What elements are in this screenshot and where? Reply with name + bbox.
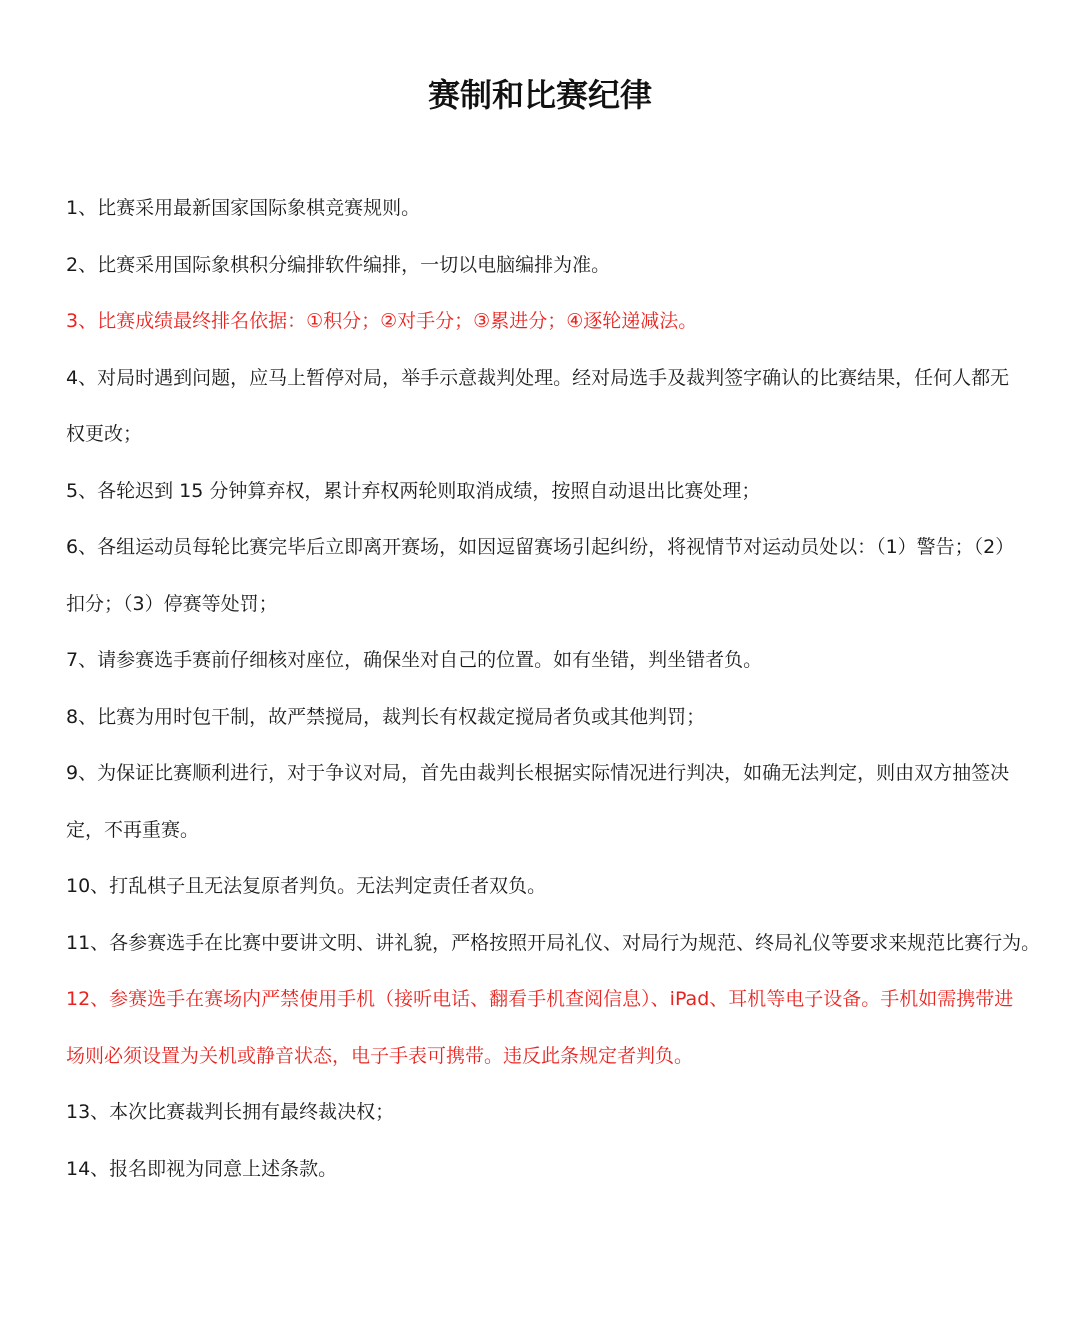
rule-text-line: 场则必须设置为关机或静音状态，电子手表可携带。违反此条规定者判负。 [66, 1044, 694, 1067]
rule-text-line: 11、各参赛选手在比赛中要讲文明、讲礼貌，严格按照开局礼仪、对局行为规范、终局礼仪等要求来规范比赛行为。 [66, 931, 1041, 954]
rule-text-line: 5、各轮迟到 15 分钟算弃权，累计弃权两轮则取消成绩，按照自动退出比赛处理； [66, 479, 761, 502]
rule-text-line: 9、为保证比赛顺利进行，对于争议对局，首先由裁判长根据实际情况进行判决，如确无法判定，则由双方抽签决 [66, 762, 1010, 784]
rule-text-line: 12、参赛选手在赛场内严禁使用手机（接听电话、翻看手机查阅信息）、iPad、耳机等电子设备。手机如需携带进 [66, 988, 1014, 1010]
rule-item [66, 180, 1026, 237]
rule-item [66, 689, 1026, 746]
rule-text-line: 3、比赛成绩最终排名依据：①积分；②对手分；③累进分；④逐轮递减法。 [66, 310, 698, 332]
rule-text-line: 8、比赛为用时包干制，故严禁搅局，裁判长有权裁定搅局者负或其他判罚； [66, 705, 706, 728]
rule-item [66, 1084, 1026, 1141]
rule-item [66, 915, 1041, 972]
rule-text-line: 13、本次比赛裁判长拥有最终裁决权； [66, 1101, 395, 1123]
rule-item [66, 293, 1026, 350]
page-title: 赛制和比赛纪律 [427, 76, 652, 114]
rules-list [66, 180, 1041, 1197]
rule-text-line: 4、对局时遇到问题，应马上暂停对局，举手示意裁判处理。经对局选手及裁判签字确认的比赛结果，任何人都无 [66, 366, 1010, 389]
rule-item [66, 858, 1026, 915]
rule-text-line: 定，不再重赛。 [66, 818, 200, 841]
rule-item [66, 350, 1026, 463]
rule-text-line: 10、打乱棋子且无法复原者判负。无法判定责任者双负。 [66, 875, 547, 897]
rule-item [66, 971, 1026, 1084]
rule-text-line: 1、比赛采用最新国家国际象棋竞赛规则。 [66, 197, 421, 219]
rule-text-line: 2、比赛采用国际象棋积分编排软件编排，一切以电脑编排为准。 [66, 253, 611, 276]
rule-text-line: 扣分；（3）停赛等处罚； [66, 592, 278, 615]
rule-item [66, 632, 1026, 689]
rule-text-line: 6、各组运动员每轮比赛完毕后立即离开赛场，如因逗留赛场引起纠纷，将视情节对运动员处以：（1）警告；（2） [66, 536, 1015, 558]
rule-item [66, 463, 1026, 520]
rule-item [66, 237, 1026, 294]
rule-text-line: 7、请参赛选手赛前仔细核对座位，确保坐对自己的位置。如有坐错，判坐错者负。 [66, 649, 763, 671]
rule-item [66, 1141, 1026, 1198]
rule-item [66, 745, 1026, 858]
rule-text-line: 权更改； [66, 423, 143, 445]
rule-text-line: 14、报名即视为同意上述条款。 [66, 1157, 338, 1180]
rule-item [66, 519, 1026, 632]
